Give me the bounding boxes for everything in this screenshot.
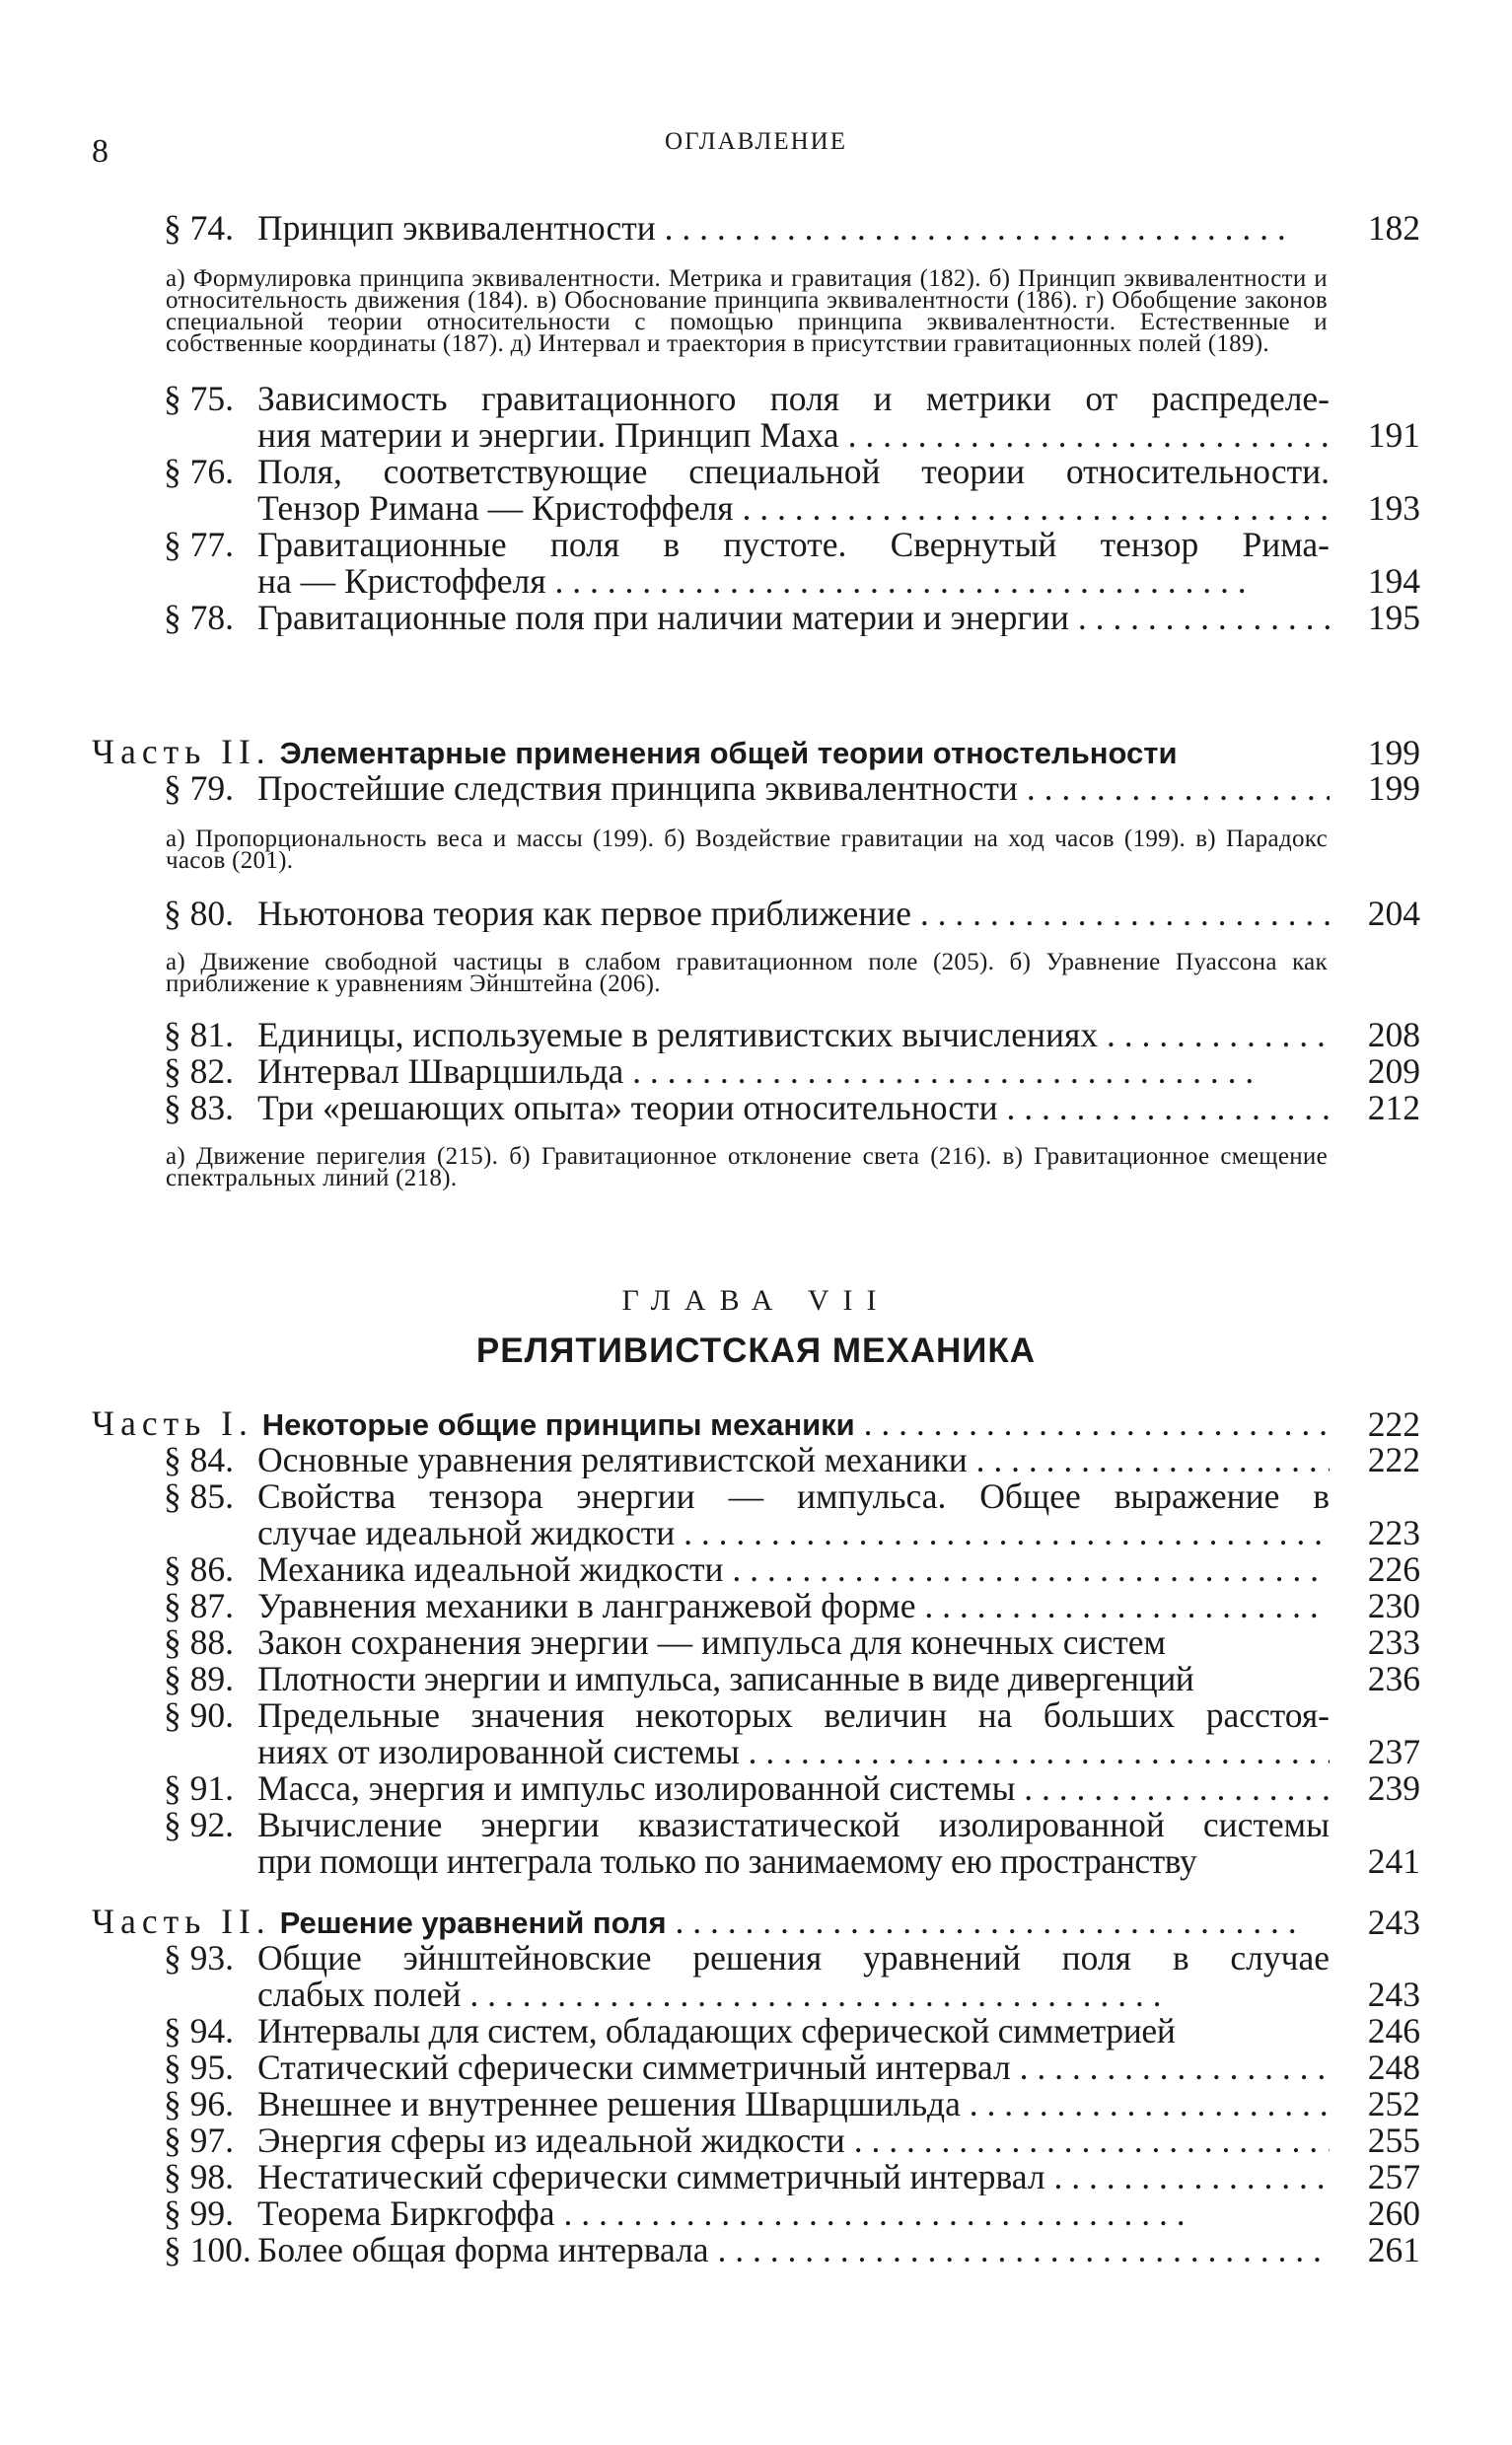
- toc-entry-100[interactable]: § 100. Более общая форма интервала . . . 261: [92, 2232, 1420, 2268]
- entry-title: Интервал Шварцшильда . . .: [257, 1053, 1330, 1090]
- entry-title-line1: Общие эйнштейновские решения уравнений поля в случае: [257, 1938, 1330, 1978]
- page-ref: 260: [1367, 2193, 1420, 2233]
- entry-title: Принцип эквивалентности . . .: [257, 210, 1330, 247]
- toc-entry-79[interactable]: § 79. Простейшие следствия принципа эквивалентности . . . 199: [92, 770, 1420, 807]
- page-ref: 195: [1367, 598, 1420, 637]
- part-title: Некоторые общие принципы механики: [261, 1407, 855, 1442]
- entry-title-line2: ниях от изолированной системы . . .: [257, 1734, 1330, 1770]
- page-ref: 208: [1367, 1015, 1420, 1054]
- entry-title: Масса, энергия и импульс изолированной системы . . .: [257, 1770, 1330, 1807]
- entry-title-line1: Вычисление энергии квазистатической изолированной системы: [257, 1805, 1330, 1844]
- page-ref: 226: [1367, 1549, 1420, 1589]
- part-label: Часть II.: [92, 734, 271, 771]
- subsection-list: а) Формулировка принципа эквивалентности. Метрика и гравитация (182). б) Принцип эквивалентности и относительность движения (184). в) Обоснование принципа эквивалентности (186). г) Обобщение законов специальной теории относительности с помощью принципа эквивалентности. Естественные и собственные координаты (187). д) Интервал и траектория в присутствии гравитационных полей (189).: [166, 265, 1328, 357]
- toc-entry-81[interactable]: § 81. Единицы, используемые в релятивистских вычислениях . . . 208: [92, 1017, 1420, 1053]
- entry-title: Закон сохранения энергии — импульса для конечных систем: [257, 1622, 1166, 1662]
- toc-entry-82[interactable]: § 82. Интервал Шварцшильда . . . 209: [92, 1053, 1420, 1090]
- toc-entry-99[interactable]: § 99. Теорема Биркгоффа . . . 260: [92, 2195, 1420, 2232]
- entry-title-line1: Гравитационные поля в пустоте. Свернутый тензор Рима-: [257, 525, 1330, 564]
- toc-entry-88[interactable]: § 88. Закон сохранения энергии — импульса для конечных систем 233: [164, 1622, 1420, 1662]
- entry-title: Внешнее и внутреннее решения Шварцшильда . . .: [257, 2086, 1330, 2122]
- entry-title-line1: Поля, соответствующие специальной теории относительности.: [257, 452, 1330, 491]
- entry-title: Три «решающих опыта» теории относительности . . .: [257, 1090, 1330, 1126]
- toc-entry-93[interactable]: § 93. Общие эйнштейновские решения уравнений поля в случае слабых полей . . . 243: [92, 1940, 1420, 2013]
- toc-block-chapter6-part2: [92, 770, 1420, 1189]
- entry-title: Нестатический сферически симметричный интервал . . .: [257, 2159, 1330, 2195]
- entry-title: Интервалы для систем, обладающих сферической симметрией: [257, 2011, 1176, 2050]
- toc-entry-92[interactable]: § 92. Вычисление энергии квазистатической изолированной системы при помощи интеграла только по занимаемому ею пространству 241: [164, 1805, 1420, 1881]
- entry-title: Более общая форма интервала . . .: [257, 2232, 1330, 2268]
- toc-part-heading-2b[interactable]: [92, 1904, 1420, 1941]
- entry-title-line2: при помощи интеграла только по занимаемому ею пространству: [257, 1841, 1197, 1881]
- entry-title: Простейшие следствия принципа эквивалентности . . .: [257, 770, 1330, 807]
- toc-entry-80[interactable]: § 80. Ньютонова теория как первое приближение . . . 204: [92, 896, 1420, 932]
- toc-entry-98[interactable]: § 98. Нестатический сферически симметричный интервал . . . 257: [92, 2159, 1420, 2195]
- entry-title-line2: на — Кристоффеля . . .: [257, 563, 1330, 600]
- toc-entry-84[interactable]: § 84. Основные уравнения релятивистской механики . . . 222: [92, 1442, 1420, 1478]
- toc-entry-96[interactable]: § 96. Внешнее и внутреннее решения Шварцшильда . . . 252: [92, 2086, 1420, 2122]
- entry-title: Энергия сферы из идеальной жидкости . . .: [257, 2122, 1330, 2159]
- page-ref: 209: [1367, 1051, 1420, 1091]
- page-ref: 246: [1367, 2011, 1420, 2050]
- toc-block-chapter6-part1: [92, 210, 1420, 636]
- entry-title-line1: Зависимость гравитационного поля и метрики от распределе-: [257, 379, 1330, 418]
- toc-entry-86[interactable]: § 86. Механика идеальной жидкости . . . 226: [92, 1551, 1420, 1588]
- part-label: Часть II.: [92, 1904, 271, 1941]
- toc-entry-97[interactable]: § 97. Энергия сферы из идеальной жидкости . . . 255: [92, 2122, 1420, 2159]
- entry-title: Гравитационные поля при наличии материи и энергии . . .: [257, 600, 1330, 636]
- page-ref: 223: [1367, 1513, 1420, 1552]
- toc-entry-89[interactable]: § 89. Плотности энергии и импульса, записанные в виде дивергенций 236: [164, 1659, 1420, 1698]
- page-ref: 193: [1367, 488, 1420, 528]
- toc-entry-94[interactable]: § 94. Интервалы для систем, обладающих сферической симметрией 246: [164, 2011, 1420, 2050]
- toc-entry-91[interactable]: § 91. Масса, энергия и импульс изолированной системы . . . 239: [92, 1770, 1420, 1807]
- page-ref: 199: [1367, 768, 1420, 808]
- chapter-title: РЕЛЯТИВИСТСКАЯ МЕХАНИКА: [475, 1331, 1037, 1370]
- entry-title: Плотности энергии и импульса, записанные в виде дивергенций: [257, 1659, 1194, 1698]
- toc-entry-78[interactable]: § 78. Гравитационные поля при наличии материи и энергии . . . 195: [92, 600, 1420, 636]
- entry-title: Уравнения механики в лангранжевой форме . . .: [257, 1588, 1330, 1624]
- subsection-list: а) Пропорциональность веса и массы (199). б) Воздействие гравитации на ход часов (199). в) Парадокс часов (201).: [166, 826, 1328, 874]
- page-ref: 257: [1367, 2157, 1420, 2196]
- toc-entry-90[interactable]: § 90. Предельные значения некоторых величин на больших расстоя- ниях от изолированной системы . . . 237: [92, 1697, 1420, 1770]
- entry-title-line2: случае идеальной жидкости . . .: [257, 1515, 1330, 1551]
- toc-entry-83[interactable]: § 83. Три «решающих опыта» теории относительности . . . 212: [92, 1090, 1420, 1126]
- toc-entry-75[interactable]: § 75. Зависимость гравитационного поля и метрики от распределе- ния материи и энергии. Принцип Маха . . . 191: [92, 381, 1420, 454]
- toc-entry-76[interactable]: § 76. Поля, соответствующие специальной теории относительности. Тензор Римана — Кристоффеля . . . 193: [92, 454, 1420, 527]
- toc-entry-87[interactable]: § 87. Уравнения механики в лангранжевой форме . . . 230: [92, 1588, 1420, 1624]
- page-ref: 233: [1367, 1622, 1420, 1662]
- running-header: ОГЛАВЛЕНИЕ: [665, 128, 847, 155]
- toc-entry-77[interactable]: § 77. Гравитационные поля в пустоте. Свернутый тензор Рима- на — Кристоффеля . . . 194: [92, 527, 1420, 600]
- chapter-label: ГЛАВА VII: [621, 1284, 891, 1317]
- toc-block-chapter7-part2: [92, 1940, 1420, 2268]
- page-ref: 237: [1367, 1732, 1420, 1771]
- entry-title: Единицы, используемые в релятивистских вычислениях . . .: [257, 1017, 1330, 1053]
- entry-title-line1: Предельные значения некоторых величин на больших расстоя-: [257, 1695, 1330, 1735]
- page-ref: 182: [1367, 208, 1420, 248]
- part-label: Часть I.: [92, 1405, 253, 1443]
- page-ref: 212: [1367, 1088, 1420, 1127]
- page-ref: 199: [1367, 733, 1420, 772]
- toc-part-heading-2a[interactable]: [92, 734, 1420, 771]
- page-ref: 239: [1367, 1768, 1420, 1808]
- page-ref: 222: [1367, 1440, 1420, 1479]
- page-ref: 248: [1367, 2048, 1420, 2087]
- part-title: Элементарные применения общей теории отностельности: [279, 736, 1178, 770]
- page-ref: 243: [1367, 1975, 1420, 2014]
- page-number: 8: [92, 133, 108, 170]
- entry-title: Механика идеальной жидкости . . .: [257, 1551, 1330, 1588]
- part-title: Решение уравнений поля: [279, 1906, 667, 1940]
- entry-title: Теорема Биркгоффа . . .: [257, 2195, 1330, 2232]
- entry-title: Статический сферически симметричный интервал . . .: [257, 2049, 1330, 2086]
- page-ref: 222: [1367, 1404, 1420, 1444]
- page-ref: 252: [1367, 2084, 1420, 2123]
- page-ref: 255: [1367, 2121, 1420, 2160]
- page-ref: 191: [1367, 415, 1420, 455]
- toc-entry-74[interactable]: § 74. Принцип эквивалентности . . . 182: [92, 210, 1420, 247]
- page-ref: 243: [1367, 1903, 1420, 1942]
- toc-part-heading-1[interactable]: [92, 1405, 1420, 1443]
- toc-entry-95[interactable]: § 95. Статический сферически симметричный интервал . . . 248: [92, 2049, 1420, 2086]
- toc-block-chapter7-part1: [92, 1442, 1420, 1880]
- entry-title-line1: Свойства тензора энергии — импульса. Общее выражение в: [257, 1476, 1330, 1516]
- page-ref: 261: [1367, 2230, 1420, 2269]
- page-ref: 241: [1367, 1841, 1420, 1881]
- entry-title-line2: Тензор Римана — Кристоффеля . . .: [257, 490, 1330, 527]
- subsection-list: а) Движение свободной частицы в слабом гравитационном поле (205). б) Уравнение Пуассона как приближение к уравнениям Эйнштейна (206).: [166, 949, 1328, 997]
- page-ref: 230: [1367, 1586, 1420, 1625]
- page-ref: 236: [1367, 1659, 1420, 1698]
- page-ref: 194: [1367, 561, 1420, 601]
- entry-title-line2: ния материи и энергии. Принцип Маха . . .: [257, 417, 1330, 454]
- entry-title: Ньютонова теория как первое приближение . . .: [257, 896, 1330, 932]
- entry-title-line2: слабых полей . . .: [257, 1977, 1330, 2013]
- toc-entry-85[interactable]: § 85. Свойства тензора энергии — импульса. Общее выражение в случае идеальной жидкости . . . 223: [92, 1478, 1420, 1551]
- entry-title: Основные уравнения релятивистской механики . . .: [257, 1442, 1330, 1478]
- subsection-list: а) Движение перигелия (215). б) Гравитационное отклонение света (216). в) Гравитационное смещение спектральных линий (218).: [166, 1143, 1328, 1191]
- page-ref: 204: [1367, 894, 1420, 933]
